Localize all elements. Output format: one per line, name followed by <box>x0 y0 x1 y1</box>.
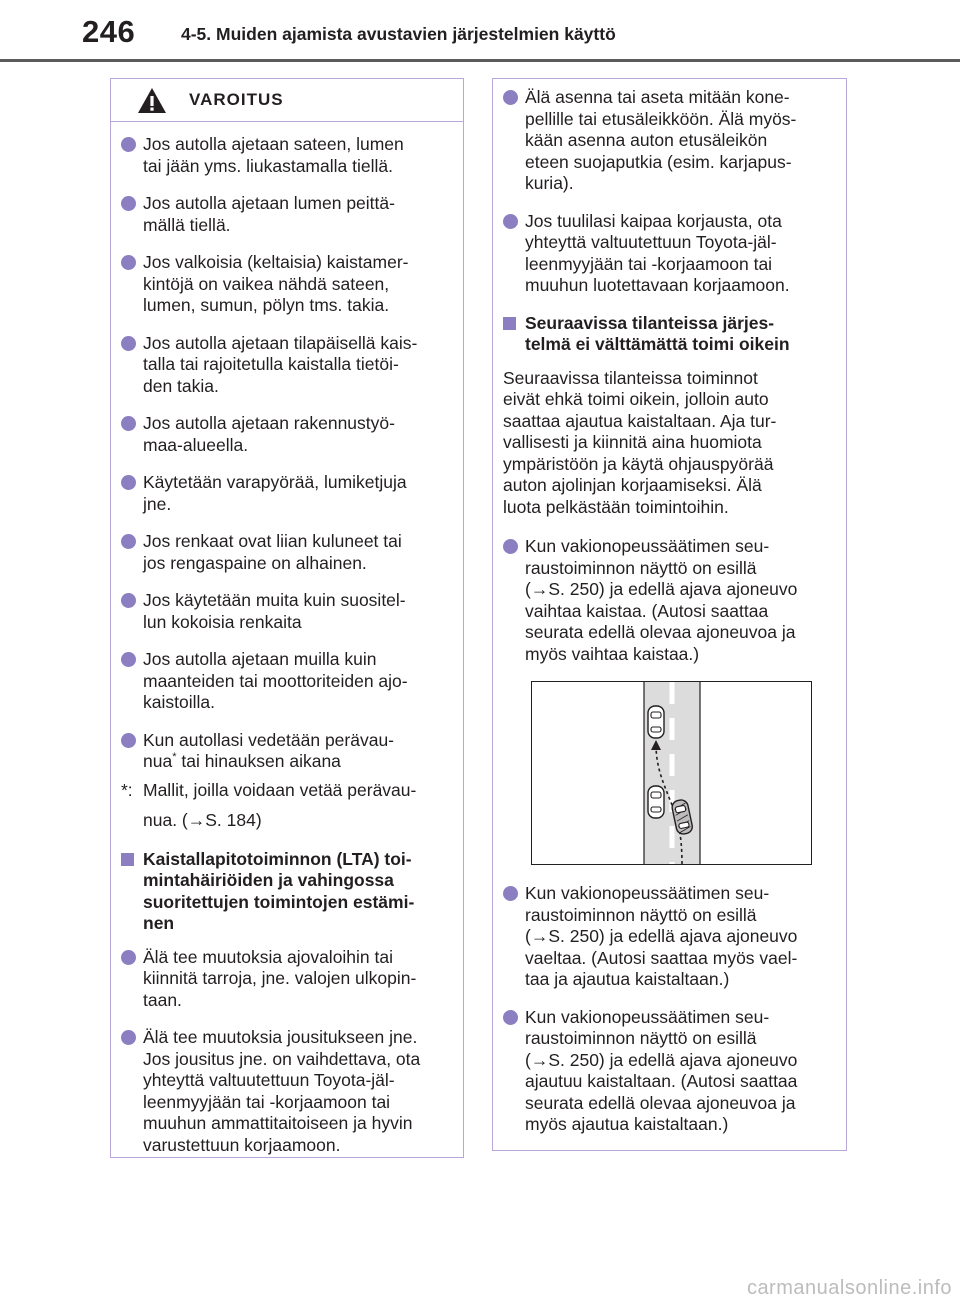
bullet-dot-icon <box>121 652 136 667</box>
list-item <box>503 883 838 991</box>
bullet-dot-icon <box>503 886 518 901</box>
square-bullet-icon <box>121 853 134 866</box>
list-item-text: Kun vakionopeussäätimen seu- raustoiminnon näyttö on esillä (→S. 250) ja edellä ajava ajoneuvo ajautuu kaistaltaan. (Autosi saattaa seurata edellä olevaa ajoneuvoa ja myös ajautua kaistaltaan.) <box>525 1006 798 1134</box>
list-item <box>121 590 455 633</box>
bullet-dot-icon <box>121 950 136 965</box>
bullet-dot-icon <box>121 593 136 608</box>
bullet-dot-icon <box>121 137 136 152</box>
bullet-dot-icon <box>121 733 136 748</box>
list-item <box>121 252 455 317</box>
footnote-star: * <box>172 751 177 764</box>
bullet-dot-icon <box>503 1010 518 1025</box>
warning-triangle-icon <box>137 87 167 114</box>
footnote-mark: *: <box>121 779 133 800</box>
list-item-text: Käytetään varapyörää, lumiketjuja jne. <box>143 472 407 514</box>
list-item-text: Jos käytetään muita kuin suositel- lun kokoisia renkaita <box>143 590 406 632</box>
list-item <box>121 193 455 236</box>
bullet-dot-icon <box>121 534 136 549</box>
footnote <box>121 775 455 835</box>
list-item <box>121 134 455 177</box>
list-item-text: Jos autolla ajetaan tilapäisellä kais- talla tai rajoitetulla kaistalla tietöi- den takia. <box>143 332 418 396</box>
list-item-text: Jos tuulilasi kaipaa korjausta, ota yhteyttä valtuutettuun Toyota-jäl- leenmyyjään tai -korjaamoon tai muuhun luotettavaan korjaamoon. <box>525 210 790 295</box>
bullet-dot-icon <box>121 1030 136 1045</box>
list-item-text: Jos autolla ajetaan sateen, lumen tai jään yms. liukastamalla tiellä. <box>143 134 404 176</box>
list-item-text: Älä tee muutoksia jousitukseen jne. Jos jousitus jne. on vaihdettava, ota yhteyttä valtuutettuun Toyota-jäl- leenmyyjään tai -korjaamoon tai muuhun ammattitaitoiseen ja hyvin varustettuun korjaamoon. <box>143 1027 421 1155</box>
paragraph: Seuraavissa tilanteissa toiminnot eivät ehkä toimi oikein, jolloin auto saattaa ajautua kaistaltaan. Aja tur- vallisesti ja kiinnitä aina huomiota ympäristöön ja käytä ohjauspyörää auton ajolinjan korjaamiseksi. Älä luota pelkästään toimintoihin. <box>503 367 777 517</box>
page-number: 246 <box>82 14 136 49</box>
bullet-dot-icon <box>503 539 518 554</box>
square-bullet-icon <box>503 317 516 330</box>
right-content <box>493 79 846 1136</box>
list-item <box>503 87 838 195</box>
bullet-dot-icon <box>121 416 136 431</box>
lane-diagram-svg <box>532 682 811 864</box>
list-item <box>121 1027 455 1156</box>
right-column-box <box>492 78 847 1151</box>
warning-content <box>111 122 463 1156</box>
list-item <box>121 472 455 515</box>
list-item-towing <box>121 730 455 773</box>
warning-label: VAROITUS <box>189 90 284 109</box>
warning-header <box>111 79 463 122</box>
towing-text-3: tai hinauksen aikana <box>176 751 341 771</box>
page-header <box>0 0 960 62</box>
header-rule <box>0 59 960 62</box>
list-item <box>121 333 455 398</box>
list-item-text: Älä asenna tai aseta mitään kone- pellille tai etusäleikköön. Älä myös- kään asenna auton etusäleikön eteen suojaputkia (esim. karjapus- kuria). <box>525 87 797 193</box>
list-item-text: Jos autolla ajetaan muilla kuin maanteiden tai moottoriteiden ajo- kaistoilla. <box>143 649 408 712</box>
list-item-text: Älä tee muutoksia ajovaloihin tai kiinnitä tarroja, jne. valojen ulkopin- taan. <box>143 946 417 1010</box>
warning-box <box>110 78 464 1158</box>
list-item-text: Jos autolla ajetaan rakennustyö- maa-alueella. <box>143 413 395 455</box>
list-item-text: Jos renkaat ovat liian kuluneet tai jos rengaspaine on alhainen. <box>143 531 402 573</box>
list-item-text: Jos autolla ajetaan lumen peittä- mällä tiellä. <box>143 193 395 235</box>
leading-car <box>648 706 664 738</box>
bullet-dot-icon <box>121 336 136 351</box>
lane-change-diagram <box>531 681 812 865</box>
list-item <box>121 947 455 1012</box>
bullet-dot-icon <box>121 196 136 211</box>
towing-text-2: nua <box>143 751 173 771</box>
bullet-dot-icon <box>503 90 518 105</box>
watermark: carmanualsonline.info <box>746 1277 952 1299</box>
subheading-text: Kaistallapitotoiminnon (LTA) toi- mintahäiriöiden ja vahingossa suoritettujen toimintojen estämi- nen <box>143 848 415 933</box>
list-item-text: Kun vakionopeussäätimen seu- raustoiminnon näyttö on esillä (→S. 250) ja edellä ajava ajoneuvo vaihtaa kaistaa. (Autosi saattaa seurata edellä olevaa ajoneuvoa ja myös vaihtaa kaistaa.) <box>525 536 798 664</box>
list-item <box>503 536 838 665</box>
list-item-text: Kun vakionopeussäätimen seu- raustoiminnon näyttö on esillä (→S. 250) ja edellä ajava ajoneuvo vaeltaa. (Autosi saattaa myös vael- taa ja ajautua kaistaltaan.) <box>525 883 798 989</box>
subheading <box>503 313 838 356</box>
towing-text-1: Kun autollasi vedetään perävau- <box>143 729 395 750</box>
bullet-dot-icon <box>503 214 518 229</box>
section-title: 4-5. Muiden ajamista avustavien järjestelmien käyttö <box>181 24 616 44</box>
bullet-dot-icon <box>121 475 136 490</box>
list-item <box>121 531 455 574</box>
footnote-text: Mallit, joilla voidaan vetää perävau- nua. (→S. 184) <box>143 779 417 830</box>
list-item-text: Jos valkoisia (keltaisia) kaistamer- kintöjä on vaikea nähdä sateen, lumen, sumun, pölyn tms. takia. <box>143 252 409 315</box>
subheading-text: Seuraavissa tilanteissa järjes- telmä ei välttämättä toimi oikein <box>525 312 790 354</box>
list-item <box>121 649 455 714</box>
list-item <box>503 1007 838 1136</box>
subheading <box>121 849 455 935</box>
other-car <box>648 786 664 818</box>
bullet-dot-icon <box>121 255 136 270</box>
list-item <box>121 413 455 456</box>
list-item <box>503 211 838 297</box>
